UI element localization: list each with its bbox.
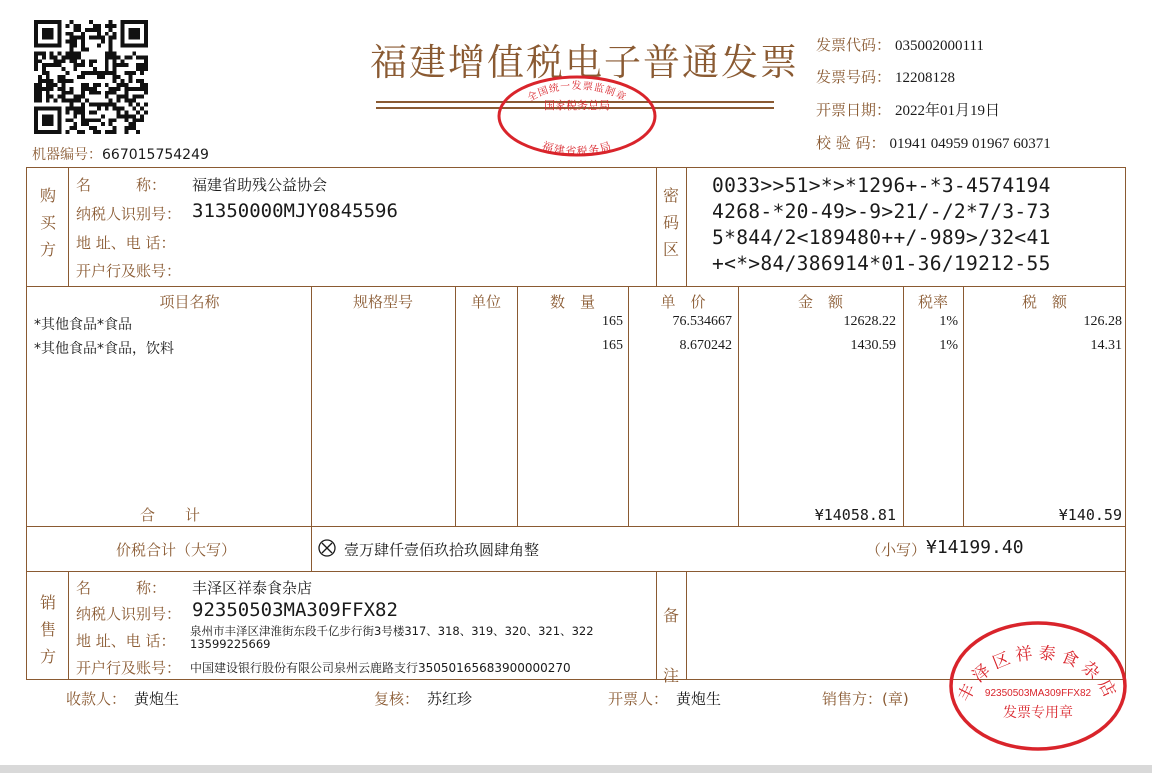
cross-circle-icon (318, 539, 336, 557)
machine-number-label: 机器编号： (32, 147, 102, 163)
seller-address-value: 泉州市丰泽区津淮街东段千亿步行街3号楼317、318、319、320、321、322 (190, 624, 594, 638)
cipher-side-char: 密 (662, 186, 679, 205)
seller-name-value: 丰泽区祥泰食杂店 (192, 579, 313, 597)
invoice-date-value: 2022年01月19日 (895, 103, 1001, 119)
check-code-value: 01941 04959 01967 60371 (889, 136, 1051, 152)
seal-top-middle-text: 国家税务总局 (544, 99, 610, 112)
row-rate: 1% (939, 338, 958, 353)
seller-name-label: 名 称： (76, 579, 167, 597)
row-price: 76.534667 (672, 314, 732, 329)
col-divider-unit (455, 286, 456, 526)
invoice-date-row (816, 99, 1000, 120)
cipher-line: 0033>>51>*>*1296+-*3-4574194 (712, 174, 1051, 197)
seal-bottom-name: 丰泽区祥泰食杂店 (954, 643, 1122, 705)
buyer-address-label: 地 址、电 话： (76, 234, 176, 252)
payee-label: 收款人： (66, 690, 127, 708)
seller-taxid-label: 纳税人识别号： (76, 605, 182, 623)
buyer-side-label (28, 182, 68, 263)
buyer-taxid-label: 纳税人识别号： (76, 205, 182, 223)
seal-bottom-taxid: 92350503MA309FFX82 (984, 688, 1092, 699)
remarks-side-char: 注 (662, 666, 679, 685)
invoice-seal (948, 620, 1128, 752)
check-code-label: 校 验 码： (816, 134, 886, 152)
col-divider-spec (311, 286, 312, 526)
total-row-divider (311, 526, 312, 571)
cipher-line: +<*>84/386914*01-36/19212-55 (712, 252, 1051, 275)
seller-address-label: 地 址、电 话： (76, 632, 176, 650)
page-bottom-edge (0, 765, 1152, 773)
buyer-bank-label: 开户行及账号： (76, 262, 182, 280)
seller-side-char: 售 (39, 620, 56, 639)
invoice-number-row (816, 66, 955, 87)
invoice-date-label: 开票日期： (816, 101, 892, 119)
invoice-number-label: 发票号码： (816, 68, 892, 86)
seller-bank-label: 开户行及账号： (76, 659, 182, 677)
cipher-line: 4268-*20-49>-9>21/-/2*7/3-73 (712, 200, 1051, 223)
row-price: 8.670242 (679, 338, 732, 353)
divider-total-bottom (26, 571, 1126, 572)
row-tax: 126.28 (1083, 314, 1122, 329)
header-rate: 税率 (917, 293, 948, 311)
seller-phone-value: 13599225669 (190, 637, 271, 651)
grand-total-label: 价税合计（大写） (116, 541, 237, 559)
header-price: 单 价 (660, 293, 706, 311)
qr-code (34, 20, 148, 134)
buyer-side-char: 买 (39, 213, 56, 232)
header-qty: 数 量 (549, 293, 595, 311)
row-rate: 1% (939, 314, 958, 329)
buyer-side-char: 购 (39, 186, 56, 205)
buyer-side-char: 方 (39, 240, 56, 259)
invoice-title: 福建增值税电子普通发票 (370, 41, 799, 84)
buyer-side-divider (68, 167, 69, 286)
row-tax: 14.31 (1090, 338, 1122, 353)
machine-number (32, 144, 209, 164)
seal-top-bottom-text: 福建省税务局 (540, 139, 614, 157)
buyer-name-value: 福建省助残公益协会 (192, 176, 328, 194)
buyer-taxid-value: 31350000MJY0845596 (192, 200, 398, 222)
row-qty: 165 (602, 338, 623, 353)
header-spec: 规格型号 (352, 293, 413, 311)
grand-total-uppercase: 壹万肆仟壹佰玖拾玖圆肆角整 (344, 541, 540, 559)
invoice-code-row (816, 34, 984, 55)
seller-side-char: 方 (39, 647, 56, 666)
row-qty: 165 (602, 314, 623, 329)
machine-number-value: 667015754249 (102, 147, 209, 163)
header-unit: 单位 (470, 293, 501, 311)
reviewer-label: 复核： (374, 690, 420, 708)
cipher-side-label (651, 182, 691, 263)
divider-items-bottom (26, 526, 1126, 527)
payee (66, 688, 179, 709)
grand-total-small-label: （小写） (866, 541, 927, 559)
cipher-side-char: 码 (662, 213, 679, 232)
subtotal-amount: ¥14058.81 (814, 506, 896, 524)
seller-bank-value: 中国建设银行股份有限公司泉州云鹿路支行35050165683900000270 (190, 661, 571, 675)
check-code-row (816, 132, 1051, 153)
row-amount: 12628.22 (843, 314, 896, 329)
grand-total-small-value: ¥14199.40 (926, 537, 1024, 558)
header-amount: 金 额 (797, 293, 843, 311)
divider-buyer-bottom (26, 286, 1126, 287)
drawer (608, 688, 721, 709)
drawer-value: 黄炮生 (676, 690, 722, 708)
invoice-code-value: 035002000111 (895, 38, 984, 54)
svg-text:福建省税务局 (540, 139, 613, 157)
header-item-name: 项目名称 (159, 293, 220, 311)
header-tax: 税 额 (1021, 293, 1067, 311)
seller-side-label (28, 589, 68, 670)
invoice-code-label: 发票代码： (816, 36, 892, 54)
payee-value: 黄炮生 (134, 690, 180, 708)
seal-top-arc-text: 全国统一发票监制章 (525, 81, 629, 105)
row-item-name: *其他食品*食品 (34, 317, 132, 333)
seal-bottom-purpose: 发票专用章 (1003, 705, 1073, 721)
cipher-side-char: 区 (662, 240, 679, 259)
buyer-name-label: 名 称： (76, 176, 167, 194)
subtotal-label: 合 计 (140, 506, 201, 524)
reviewer (374, 688, 472, 709)
drawer-label: 开票人： (608, 690, 669, 708)
cipher-line: 5*844/2<189480++/-989>/32<41 (712, 226, 1051, 249)
supervision-seal (497, 75, 657, 157)
subtotal-tax: ¥140.59 (1058, 506, 1122, 524)
seller-seal-label: 销售方：(章) (822, 690, 909, 708)
row-item-name: *其他食品*食品，饮料 (34, 341, 174, 357)
remarks-side-char: 备 (662, 606, 679, 625)
row-amount: 1430.59 (850, 338, 896, 353)
seller-side-char: 销 (39, 593, 56, 612)
seller-taxid-value: 92350503MA309FFX82 (192, 599, 398, 621)
invoice-number-value: 12208128 (895, 70, 956, 86)
seller-side-divider (68, 571, 69, 680)
reviewer-value: 苏红珍 (427, 690, 473, 708)
